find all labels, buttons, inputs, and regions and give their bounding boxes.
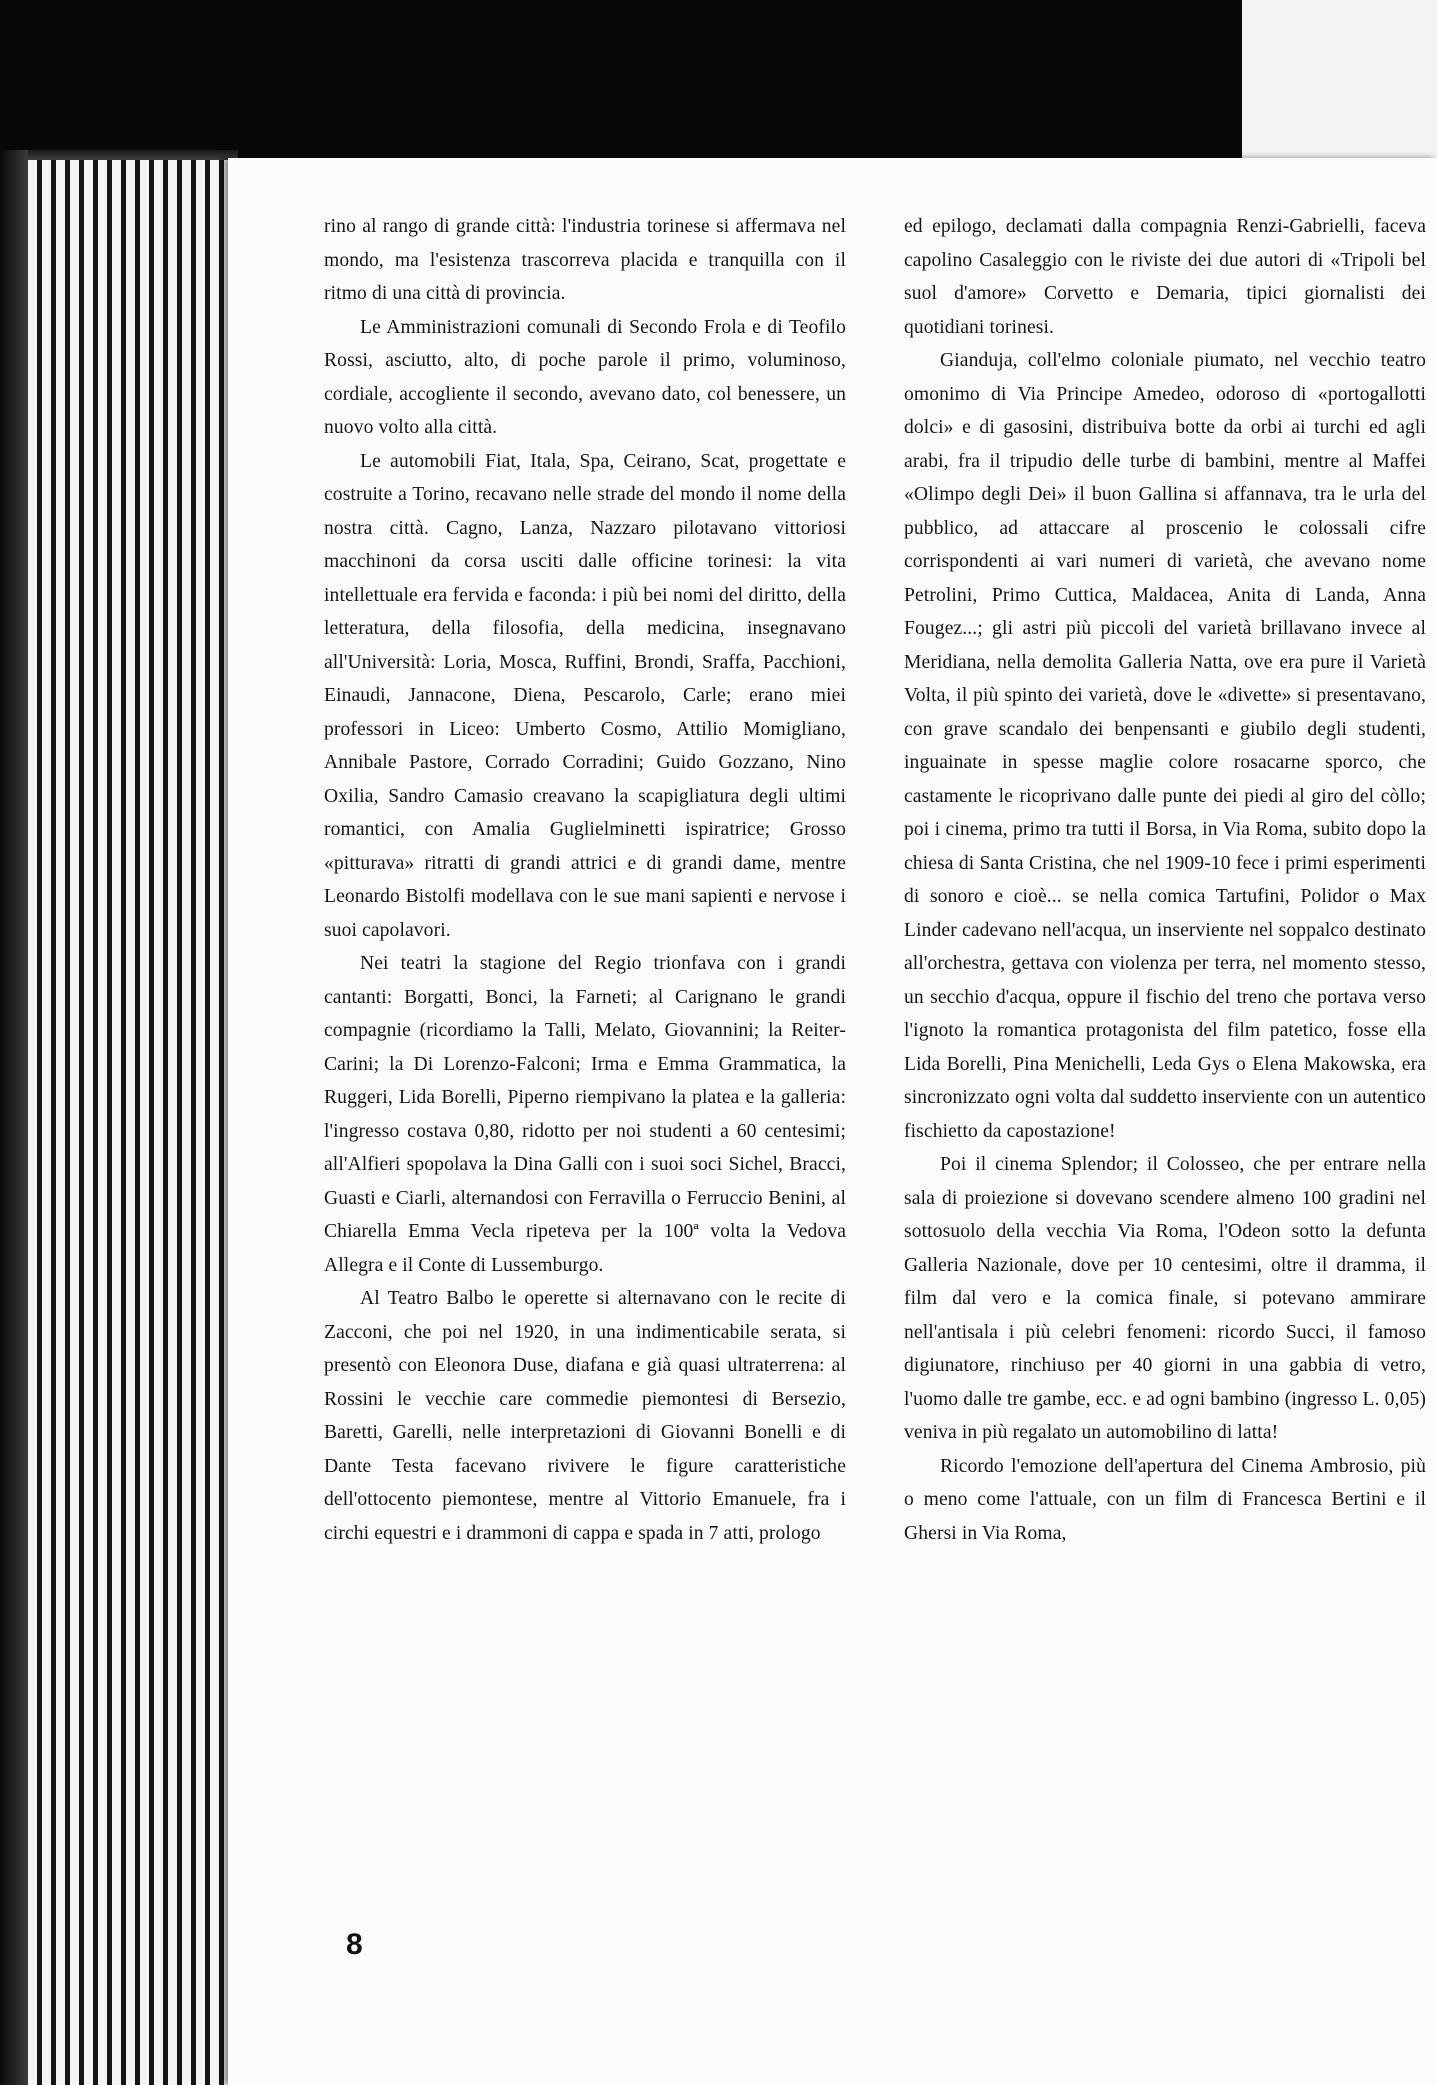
- book-page: [228, 158, 1437, 2085]
- left-text-column: [324, 210, 846, 1550]
- paragraph: Al Teatro Balbo le operette si alternavano con le recite di Zacconi, che poi nel 1920, in una indimenticabile serata, si presentò con Eleonora Duse, diafana e già quasi ultraterrena: al Rossini le vecchie care commedie piemontesi di Bersezio, Baretti, Garelli, nelle interpretazioni di Giovanni Bonelli e di Dante Testa facevano rivivere le figure caratteristiche dell'ottocento piemontese, mentre al Vittorio Emanuele, fra i circhi equestri e i drammoni di cappa e spada in 7 atti, prologo: [324, 1288, 846, 1544]
- right-text-column: [904, 210, 1426, 1550]
- paragraph: Poi il cinema Splendor; il Colosseo, che per entrare nella sala di proiezione si dovevano scendere almeno 100 gradini nel sottosuolo della vecchia Via Roma, l'Odeon sotto la defunta Galleria Nazionale, dove per 10 centesimi, oltre il dramma, il film dal vero e la comica finale, si potevano ammirare nell'antisala i più celebri fenomeni: ricordo Succi, il famoso digiunatore, rinchiuso per 40 giorni in una gabbia di vetro, l'uomo dalle tre gambe, ecc. e ad ogni bambino (ingresso L. 0,05) veniva in più regalato un automobilino di latta!: [904, 1154, 1426, 1443]
- paragraph: rino al rango di grande città: l'industria torinese si affermava nel mondo, ma l'esistenza trascorreva placida e tranquilla con il ritmo di una città di provincia.: [324, 216, 846, 304]
- page-edges-stack: [28, 160, 228, 2085]
- scan-dark-border-top: [0, 0, 1437, 168]
- paragraph: ed epilogo, declamati dalla compagnia Renzi-Gabrielli, faceva capolino Casaleggio con le riviste dei due autori di «Tripoli bel suol d'amore» Corvetto e Demaria, tipici giornalisti dei quotidiani torinesi.: [904, 216, 1426, 338]
- scan-dark-border-left: [0, 150, 28, 2085]
- paragraph: Nei teatri la stagione del Regio trionfava con i grandi cantanti: Borgatti, Bonci, la Farneti; al Carignano le grandi compagnie (ricordiamo la Talli, Melato, Giovannini; la Reiter-Carini; la Di Lorenzo-Falconi; Irma e Emma Grammatica, la Ruggeri, Lida Borelli, Piperno riempivano la platea e la galleria: l'ingresso costava 0,80, ridotto per noi studenti a 60 centesimi; all'Alfieri spopolava la Dina Galli con i suoi soci Sichel, Bracci, Guasti e Ciarli, alternandosi con Ferravilla o Ferruccio Benini, al Chiarella Emma Vecla ripeteva per la 100ª volta la Vedova Allegra e il Conte di Lussemburgo.: [324, 953, 846, 1276]
- paragraph: Gianduja, coll'elmo coloniale piumato, nel vecchio teatro omonimo di Via Principe Amedeo, odoroso di «portogallotti dolci» e di gasosini, distribuiva botte da orbi ai turchi ed agli arabi, fra il tripudio delle turbe di bambini, mentre al Maffei «Olimpo degli Dei» il buon Gallina si affannava, tra le urla del pubblico, ad attaccare al proscenio le colossali cifre corrispondenti ai vari numeri di varietà, che avevano nome Petrolini, Primo Cuttica, Maldacea, Anita di Landa, Anna Fougez...; gli astri più piccoli del varietà brillavano invece al Meridiana, nella demolita Galleria Natta, ove era pure il Varietà Volta, il più spinto dei varietà, dove le «divette» si presentavano, con grave scandalo dei benpensanti e giubilo degli studenti, inguainate in spesse maglie colore rosacarne sporco, che castamente le ricoprivano dalle punte dei piedi al giro del còllo; poi i cinema, primo tra tutti il Borsa, in Via Roma, subito dopo la chiesa di Santa Cristina, che nel 1909-10 fece i primi esperimenti di sonoro e cioè... se nella comica Tartufini, Polidor o Max Linder cadevano nell'acqua, un inserviente nel soppalco destinato all'orchestra, gettava con violenza per terra, nel momento stesso, un secchio d'acqua, oppure il fischio del treno che portava verso l'ignoto la romantica protagonista del film patetico, fosse ella Lida Borelli, Pina Menichelli, Leda Gys o Elena Makowska, era sincronizzato ogni volta dal suddetto inserviente con un autentico fischietto da capostazione!: [904, 350, 1426, 1142]
- paragraph: Ricordo l'emozione dell'apertura del Cinema Ambrosio, più o meno come l'attuale, con un film di Francesca Bertini e il Ghersi in Via Roma,: [904, 1455, 1426, 1544]
- scan-light-corner: [1242, 0, 1437, 160]
- paragraph: Le automobili Fiat, Itala, Spa, Ceirano, Scat, progettate e costruite a Torino, recavano nelle strade del mondo il nome della nostra città. Cagno, Lanza, Nazzaro pilotavano vittoriosi macchinoni da corsa usciti dalle officine torinesi: la vita intellettuale era fervida e faconda: i più bei nomi del diritto, della letteratura, della filosofia, della medicina, insegnavano all'Università: Loria, Mosca, Ruffini, Brondi, Sraffa, Pacchioni, Einaudi, Jannacone, Diena, Pescarolo, Carle; erano miei professori in Liceo: Umberto Cosmo, Attilio Momigliano, Annibale Pastore, Corrado Corradini; Guido Gozzano, Nino Oxilia, Sandro Camasio creavano la scapigliatura degli ultimi romantici, con Amalia Guglielminetti ispiratrice; Grosso «pitturava» ritratti di grandi attrici e di grandi dame, mentre Leonardo Bistolfi modellava con le sue mani sapienti e nervose i suoi capolavori.: [324, 450, 846, 941]
- paragraph: Le Amministrazioni comunali di Secondo Frola e di Teofilo Rossi, asciutto, alto, di poche parole il primo, voluminoso, cordiale, accogliente il secondo, avevano dato, col benessere, un nuovo volto alla città.: [324, 316, 846, 438]
- page-number: 8: [346, 1928, 363, 1961]
